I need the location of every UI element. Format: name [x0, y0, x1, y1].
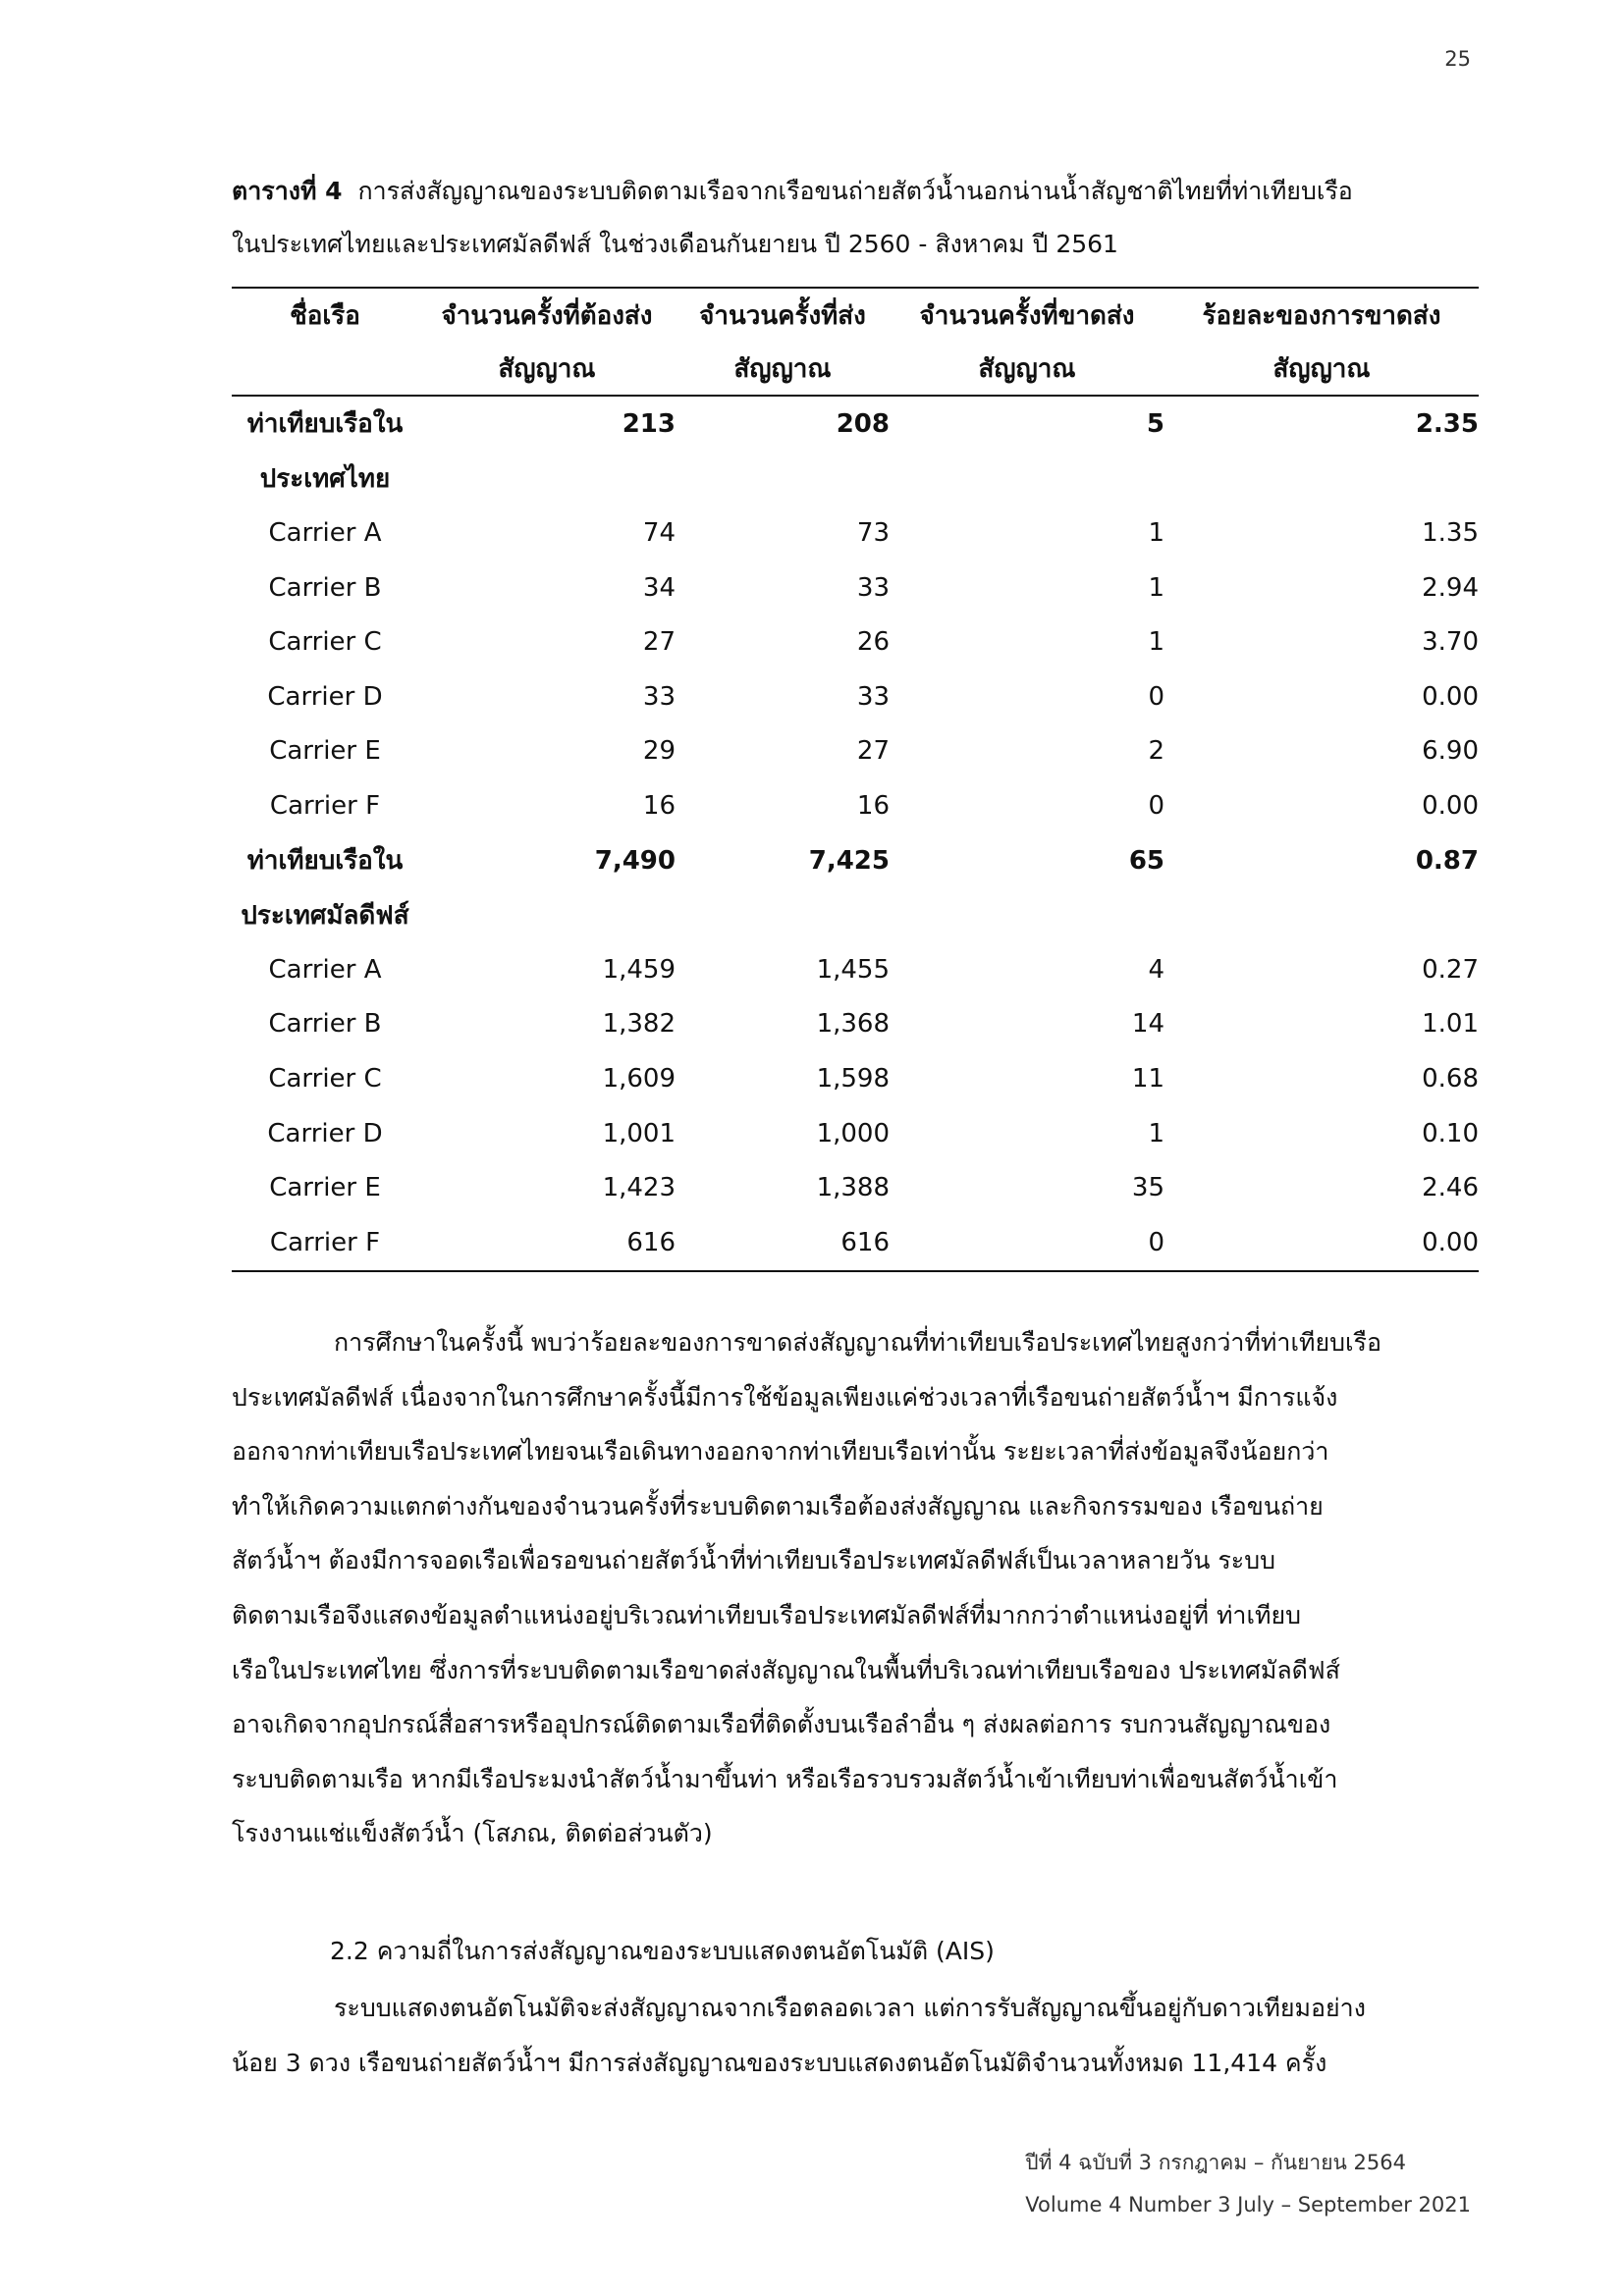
- cell-sent: 7,425: [808, 845, 890, 876]
- col-header-missed-2: สัญญาณ: [890, 342, 1164, 396]
- cell-percent: 2.94: [1422, 572, 1479, 603]
- cell-sent: 73: [856, 517, 890, 548]
- cell-sent: 26: [856, 627, 890, 658]
- table-caption: [232, 165, 1479, 271]
- table-row: [232, 561, 1479, 615]
- cell-required: 1,001: [602, 1118, 676, 1148]
- cell-percent: 0.00: [1422, 681, 1479, 712]
- paragraph-line: ออกจากท่าเทียบเรือประเทศไทยจนเรือเดินทางออกจากท่าเทียบเรือเท่านั้น ระยะเวลาที่ส่งข้อมูลจึงน้อยกว่า: [232, 1437, 1329, 1467]
- cell-percent: 0.87: [1415, 845, 1479, 876]
- footer-thai: ปีที่ 4 ฉบับที่ 3 กรกฎาคม – กันยายน 2564: [1025, 2151, 1406, 2174]
- cell-percent: 6.90: [1422, 736, 1479, 767]
- caption-label: ตารางที่ 4: [232, 177, 343, 205]
- table-row: [232, 452, 1479, 507]
- paragraph-line: ประเทศมัลดีฟส์ เนื่องจากในการศึกษาครั้งนี้มีการใช้ข้อมูลเพียงแค่ช่วงเวลาที่เรือขนถ่ายสัตว์น้ำฯ มีการแจ้ง: [232, 1382, 1338, 1412]
- table-row: [232, 1215, 1479, 1271]
- cell-missed: 0: [890, 1215, 1164, 1271]
- table-row: [232, 614, 1479, 669]
- table-body: [232, 396, 1479, 1271]
- cell-required: 74: [642, 517, 676, 548]
- cell-sent: [676, 887, 890, 942]
- cell-missed: 0: [1148, 790, 1164, 821]
- col-header-name: ชื่อเรือ: [232, 288, 418, 342]
- col-header-sent: จำนวนครั้งที่ส่ง: [676, 288, 890, 342]
- table-row: [232, 396, 1479, 452]
- paragraph-line: ทำให้เกิดความแตกต่างกันของจำนวนครั้งที่ระบบติดตามเรือต้องส่งสัญญาณ และกิจกรรมของ เรือขนถ่าย: [232, 1491, 1324, 1521]
- cell-sent: 33: [856, 572, 890, 603]
- cell-missed: 11: [1131, 1063, 1164, 1094]
- cell-vessel-name: Carrier B: [268, 1009, 382, 1040]
- table-row: [232, 1106, 1479, 1161]
- page-footer: [1025, 2142, 1471, 2226]
- paragraph-line: ติดตามเรือจึงแสดงข้อมูลตำแหน่งอยู่บริเวณท่าเทียบเรือประเทศมัลดีฟส์ที่มากกว่าตำแหน่งอยู่ที่ ท่าเทียบ: [232, 1600, 1302, 1629]
- cell-required: 33: [642, 681, 676, 712]
- paragraph-line: ระบบติดตามเรือ หากมีเรือประมงนำสัตว์น้ำมาขึ้นท่า หรือเรือรวบรวมสัตว์น้ำเข้าเทียบท่าเพื่อขนสัตว์น้ำเข้า: [232, 1764, 1338, 1793]
- paragraph-line: เรือในประเทศไทย ซึ่งการที่ระบบติดตามเรือขาดส่งสัญญาณในพื้นที่บริเวณท่าเทียบเรือของ ประเทศมัลดีฟส์: [232, 1655, 1340, 1684]
- cell-required: 1,423: [602, 1173, 676, 1203]
- cell-percent: 0.68: [1422, 1063, 1479, 1094]
- paragraph-line: ระบบแสดงตนอัตโนมัติจะส่งสัญญาณจากเรือตลอดเวลา แต่การรับสัญญาณขึ้นอยู่กับดาวเทียมอย่าง: [334, 1994, 1366, 2022]
- cell-sent: 616: [676, 1215, 890, 1271]
- cell-missed: [890, 887, 1164, 942]
- cell-percent: 0.27: [1422, 954, 1479, 985]
- table-row: [232, 887, 1479, 942]
- cell-sent: 1,455: [816, 954, 890, 985]
- table-row: [232, 669, 1479, 724]
- cell-vessel-name: Carrier A: [268, 954, 382, 985]
- cell-vessel-name: ประเทศไทย: [259, 463, 391, 494]
- cell-percent: 1.35: [1422, 517, 1479, 548]
- cell-vessel-name: Carrier B: [268, 572, 382, 603]
- col-header-sent-2: สัญญาณ: [676, 342, 890, 396]
- caption-line-2: ในประเทศไทยและประเทศมัลดีฟส์ ในช่วงเดือนกันยายน ปี 2560 - สิงหาคม ปี 2561: [232, 230, 1118, 258]
- cell-required: 29: [642, 736, 676, 767]
- col-header-required: จำนวนครั้งที่ต้องส่ง: [418, 288, 676, 342]
- cell-missed: 1: [1148, 572, 1164, 603]
- cell-vessel-name: Carrier A: [268, 517, 382, 548]
- cell-vessel-name: Carrier C: [268, 1063, 382, 1094]
- cell-vessel-name: Carrier D: [267, 681, 383, 712]
- cell-required: 616: [418, 1215, 676, 1271]
- cell-missed: 65: [1128, 845, 1164, 876]
- cell-missed: 35: [1131, 1173, 1164, 1203]
- cell-percent: 0.00: [1422, 790, 1479, 821]
- table-row: [232, 942, 1479, 997]
- cell-missed: 14: [1131, 1009, 1164, 1040]
- table-row: [232, 778, 1479, 833]
- table-row: [232, 997, 1479, 1052]
- cell-required: [418, 887, 676, 942]
- paragraph-line: โรงงานแช่แข็งสัตว์น้ำ (โสภณ, ติดต่อส่วนตัว): [232, 1819, 713, 1848]
- paragraph-1: [232, 1315, 1479, 1861]
- table-header-row-2: [232, 342, 1479, 396]
- page-number: 25: [1444, 47, 1471, 71]
- cell-sent: 1,000: [816, 1118, 890, 1148]
- cell-required: 1,459: [602, 954, 676, 985]
- col-header-name-2: [232, 342, 418, 396]
- paragraph-line: การศึกษาในครั้งนี้ พบว่าร้อยละของการขาดส่งสัญญาณที่ท่าเทียบเรือประเทศไทยสูงกว่าที่ท่าเทียบเรือ: [334, 1328, 1381, 1357]
- cell-percent: 0.00: [1164, 1215, 1479, 1271]
- cell-missed: 1: [1148, 627, 1164, 658]
- cell-vessel-name: Carrier C: [268, 627, 382, 658]
- paragraph-line: อาจเกิดจากอุปกรณ์สื่อสารหรืออุปกรณ์ติดตามเรือที่ติดตั้งบนเรือลำอื่น ๆ ส่งผลต่อการ รบกวนสัญญาณของ: [232, 1710, 1331, 1739]
- cell-required: 27: [642, 627, 676, 658]
- col-header-missed: จำนวนครั้งที่ขาดส่ง: [890, 288, 1164, 342]
- cell-percent: 1.01: [1422, 1009, 1479, 1040]
- paragraph-line: น้อย 3 ดวง เรือขนถ่ายสัตว์น้ำฯ มีการส่งสัญญาณของระบบแสดงตนอัตโนมัติจำนวนทั้งหมด 11,414 ครั้ง: [232, 2048, 1327, 2077]
- cell-vessel-name: Carrier E: [269, 1173, 381, 1203]
- col-header-percent: ร้อยละของการขาดส่ง: [1164, 288, 1479, 342]
- cell-missed: [890, 452, 1164, 507]
- cell-percent: 2.46: [1422, 1173, 1479, 1203]
- table-row: [232, 724, 1479, 779]
- cell-missed: 5: [1146, 408, 1164, 439]
- cell-required: 34: [642, 572, 676, 603]
- cell-missed: 0: [1148, 681, 1164, 712]
- cell-sent: [676, 452, 890, 507]
- table-header-row: [232, 288, 1479, 342]
- table-row: [232, 1160, 1479, 1215]
- cell-required: 1,382: [602, 1009, 676, 1040]
- cell-percent: [1164, 452, 1479, 507]
- cell-sent: 33: [856, 681, 890, 712]
- cell-missed: 4: [1148, 954, 1164, 985]
- cell-missed: 2: [1148, 736, 1164, 767]
- section-heading-text: 2.2 ความถี่ในการส่งสัญญาณของระบบแสดงตนอัตโนมัติ (AIS): [330, 1937, 995, 1965]
- table-row: [232, 506, 1479, 561]
- section-heading: [232, 1924, 1479, 1979]
- cell-percent: 3.70: [1422, 627, 1479, 658]
- cell-vessel-name: ท่าเทียบเรือใน: [246, 846, 404, 877]
- table-row: [232, 833, 1479, 888]
- caption-text-1: การส่งสัญญาณของระบบติดตามเรือจากเรือขนถ่ายสัตว์น้ำนอกน่านน้ำสัญชาติไทยที่ท่าเทียบเรือ: [357, 177, 1353, 205]
- cell-sent: 16: [856, 790, 890, 821]
- cell-percent: 0.10: [1422, 1118, 1479, 1148]
- cell-required: 16: [642, 790, 676, 821]
- paragraph-2: [232, 1981, 1479, 2090]
- footer-english: Volume 4 Number 3 July – September 2021: [1025, 2193, 1471, 2216]
- cell-vessel-name: Carrier E: [269, 736, 381, 767]
- cell-sent: 1,388: [816, 1173, 890, 1203]
- cell-sent: 1,368: [816, 1009, 890, 1040]
- cell-missed: 1: [1148, 517, 1164, 548]
- cell-vessel-name: ประเทศมัลดีฟส์: [241, 900, 409, 931]
- col-header-percent-2: สัญญาณ: [1164, 342, 1479, 396]
- signal-table: [232, 287, 1479, 1272]
- cell-required: 1,609: [602, 1063, 676, 1094]
- cell-vessel-name: Carrier F: [232, 1215, 418, 1271]
- cell-required: [418, 452, 676, 507]
- cell-vessel-name: Carrier D: [267, 1118, 383, 1148]
- cell-sent: 208: [836, 408, 890, 439]
- cell-percent: [1164, 887, 1479, 942]
- cell-vessel-name: ท่าเทียบเรือใน: [246, 409, 404, 440]
- table-row: [232, 1051, 1479, 1106]
- cell-vessel-name: Carrier F: [269, 790, 381, 821]
- cell-missed: 1: [1148, 1118, 1164, 1148]
- col-header-required-2: สัญญาณ: [418, 342, 676, 396]
- cell-sent: 27: [856, 736, 890, 767]
- cell-sent: 1,598: [816, 1063, 890, 1094]
- cell-required: 7,490: [594, 845, 676, 876]
- cell-percent: 2.35: [1415, 408, 1479, 439]
- cell-required: 213: [622, 408, 676, 439]
- caption-line-1: [232, 165, 1479, 218]
- paragraph-line: สัตว์น้ำฯ ต้องมีการจอดเรือเพื่อรอขนถ่ายสัตว์น้ำที่ท่าเทียบเรือประเทศมัลดีฟส์เป็นเวลาหลายวัน ระบบ: [232, 1546, 1275, 1575]
